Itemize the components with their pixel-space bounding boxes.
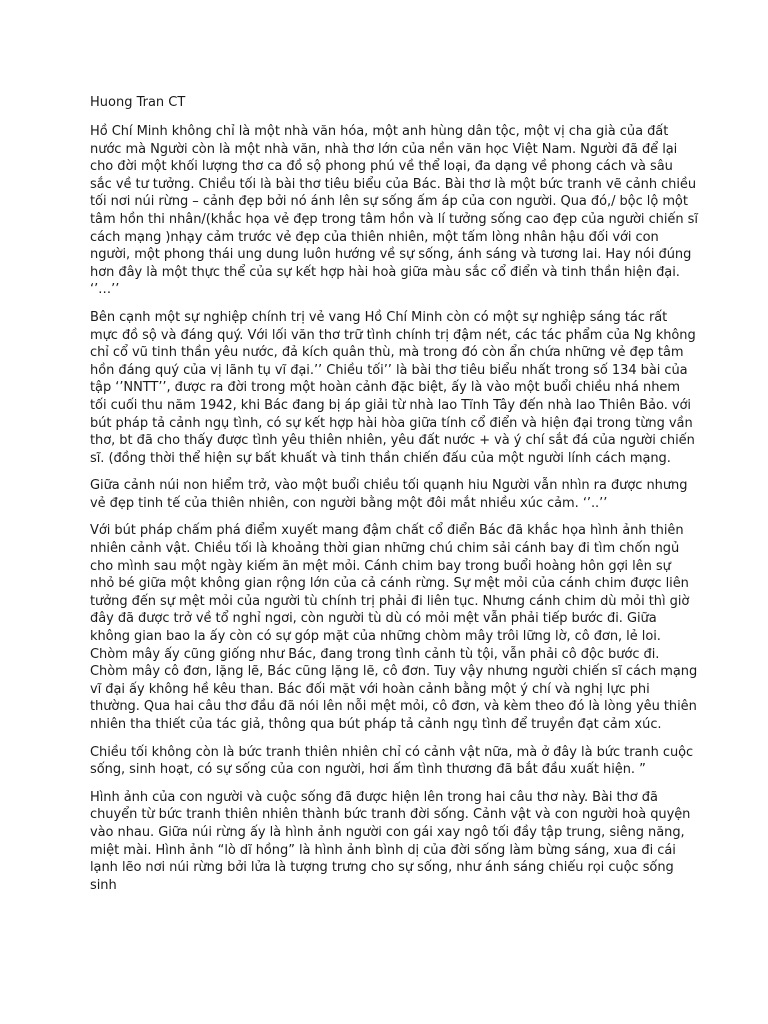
- paragraph-6: Hình ảnh của con người và cuộc sống đã được hiện lên trong hai câu thơ này. Bài thơ đã chuyển từ bức tranh thiên nhiên thành bức tranh đời sống. Cảnh vật và con người hoà quyện vào nhau. Giữa núi rừng ấy là hình ảnh người con gái xay ngô tối đầy tập trung, siêng năng, miệt mài. Hình ảnh “lò dĩ hồng” là hình ảnh bình dị của đời sống làm bừng sáng, xua đi cái lạnh lẽo nơi núi rừng bởi lửa là tượng trưng cho sự sống, như ánh sáng chiếu rọi cuộc sống sinh: [90, 789, 691, 893]
- paragraph-1: Hồ Chí Minh không chỉ là một nhà văn hóa, một anh hùng dân tộc, một vị cha già của đất nước mà Người còn là một nhà văn, nhà thơ lớn của nền văn học Việt Nam. Người đã để lại cho đời một khối lượng thơ ca đồ sộ phong phú về thể loại, đa dạng về phong cách và sâu sắc về tư tưởng. Chiều tối là bài thơ tiêu biểu của Bác. Bài thơ là một bức tranh vẽ cảnh chiều tối nơi núi rừng – cảnh đẹp bởi nó ánh lên sự sống ấm áp của con người. Qua đó,/ bộc lộ một tâm hồn thi nhân/(khắc họa vẻ đẹp trong tâm hồn và lí tưởng sống cao đẹp của người chiến sĩ cách mạng )nhạy cảm trước vẻ đẹp của thiên nhiên, một tấm lòng nhân hậu đối với con người, một phong thái ung dung luôn hướng về sự sống, ánh sáng và tương lai. Hay nói đúng hơn đây là một thực thể của sự kết hợp hài hoà giữa màu sắc cổ điển và tinh thần hiện đại. ‘’…’’: [90, 124, 698, 298]
- paragraph-5: Chiều tối không còn là bức tranh thiên nhiên chỉ có cảnh vật nữa, mà ở đây là bức tranh cuộc sống, sinh hoạt, có sự sống của con người, hơi ấm tình thương đã bắt đầu xuất hiện. ”: [90, 744, 694, 778]
- author-line: Huong Tran CT: [90, 95, 186, 110]
- paragraph-2: Bên cạnh một sự nghiệp chính trị vẻ vang Hồ Chí Minh còn có một sự nghiệp sáng tác rất mực đồ sộ và đáng quý. Với lối văn thơ trữ tình chính trị đậm nét, các tác phẩm của Ng không chỉ cổ vũ tinh thần yêu nước, đả kích quân thù, mà trong đó còn ẩn chứa những vẻ đẹp tâm hồn đáng quý của vị lãnh tụ vĩ đại.’’ Chiều tối’’ là bài thơ tiêu biểu nhất trong số 134 bài của tập ‘’NNTT’’, được ra đời trong một hoàn cảnh đặc biệt, ấy là vào một buổi chiều nhá nhem tối cuối thu năm 1942, khi Bác đang bị áp giải từ nhà lao Tĩnh Tây đến nhà lao Thiên Bảo. với bút pháp tả cảnh ngụ tình, có sự kết hợp hài hòa giữa tính cổ điển và hiện đại trong từng vần thơ, bt đã cho thấy được tình yêu thiên nhiên, yêu đất nước + và ý chí sắt đá của người chiến sĩ. (đồng thời thể hiện sự bất khuất và tinh thần chiến đấu của một người lính cách mạng.: [90, 309, 696, 466]
- paragraph-3: Giữa cảnh núi non hiểm trở, vào một buổi chiều tối quạnh hiu Người vẫn nhìn ra được nhưng vẻ đẹp tinh tế của thiên nhiên, con người bằng một đôi mắt nhiều xúc cảm. ‘’..’’: [90, 478, 688, 511]
- paragraph-4: Với bút pháp chấm phá điểm xuyết mang đậm chất cổ điển Bác đã khắc họa hình ảnh thiên nhiên cảnh vật. Chiều tối là khoảng thời gian những chú chim sải cánh bay đi tìm chốn ngủ cho mình sau một ngày kiếm ăn mệt mỏi. Cánh chim bay trong buổi hoàng hôn gợi lên sự nhỏ bé giữa một không gian rộng lớn của cả cánh rừng. Sự mệt mỏi của cánh chim được liên tưởng đến sự mệt mỏi của người tù chính trị phải đi liên tục. Nhưng cánh chim dù mỏi thì giờ đây đã được trở về tổ nghỉ ngơi, còn người tù dù có mỏi mệt vẫn phải tiếp bước đi. Giữa không gian bao la ấy còn có sự góp mặt của những chòm mây trôi lững lờ, cô đơn, lẻ loi. Chòm mây ấy cũng giống như Bác, đang trong tình cảnh tù tội, vẫn phải cô độc bước đi. Chòm mây cô đơn, lặng lẽ, Bác cũng lặng lẽ, cô đơn. Tuy vậy nhưng người chiến sĩ cách mạng vĩ đại ấy không hề kêu than. Bác đối mặt với hoàn cảnh bằng một ý chí và nghị lực phi thường. Qua hai câu thơ đầu đã nói lên nỗi mệt mỏi, cô đơn, và kèm theo đó là lòng yêu thiên nhiên tha thiết của tác giả, thông qua bút pháp tả cảnh ngụ tình để truyền đạt cảm xúc.: [90, 523, 698, 732]
- document-page: [90, 94, 698, 894]
